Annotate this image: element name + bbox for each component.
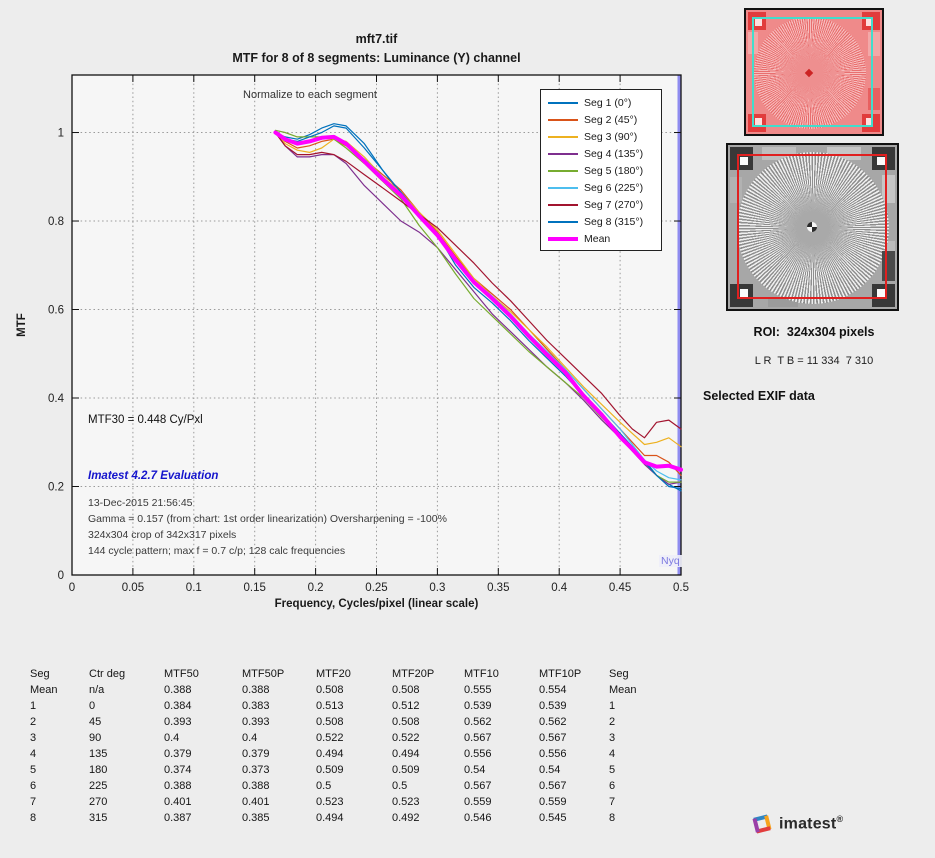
chart-title: mft7.tif: [355, 32, 398, 46]
table-cell: 225: [89, 780, 108, 792]
table-cell: 5: [609, 764, 616, 776]
table-cell: 0.401: [164, 796, 192, 808]
analysis-detail-line: 324x304 crop of 342x317 pixels: [88, 529, 237, 541]
table-cell: 4: [609, 748, 616, 760]
svg-text:0.25: 0.25: [365, 582, 388, 594]
table-cell: 0.555: [464, 684, 492, 696]
table-cell: MTF10: [464, 668, 499, 680]
table-row: [30, 794, 661, 810]
table-cell: 0.559: [464, 796, 492, 808]
legend-label: Seg 4 (135°): [584, 147, 644, 160]
legend-item: [548, 128, 661, 145]
table-row: [30, 778, 661, 794]
roi-thumbnail-red: [744, 8, 884, 136]
mtf30-annotation: MTF30 = 0.448 Cy/Pxl: [88, 414, 203, 426]
svg-text:0.6: 0.6: [48, 304, 64, 317]
table-cell: 0.4: [242, 732, 258, 744]
table-cell: 0.509: [392, 764, 420, 776]
table-cell: 0.388: [242, 780, 270, 792]
table-cell: 0.388: [242, 684, 270, 696]
table-cell: 4: [30, 748, 37, 760]
table-cell: 0.559: [539, 796, 567, 808]
table-cell: 0.5: [392, 780, 408, 792]
legend-line-swatch: [548, 221, 578, 223]
legend-label: Seg 3 (90°): [584, 130, 638, 143]
legend-label: Seg 2 (45°): [584, 113, 638, 126]
table-cell: MTF20: [316, 668, 351, 680]
svg-text:0.2: 0.2: [48, 481, 64, 494]
table-cell: 0.567: [539, 780, 567, 792]
table-cell: MTF50P: [242, 668, 285, 680]
normalize-note: Normalize to each segment: [243, 89, 377, 101]
table-cell: 8: [609, 812, 616, 824]
svg-text:0.3: 0.3: [429, 582, 446, 594]
table-cell: 0: [89, 700, 96, 712]
table-cell: 0.492: [392, 812, 420, 824]
table-cell: 0.388: [164, 684, 192, 696]
y-axis-label: MTF: [16, 313, 28, 337]
table-cell: 5: [30, 764, 37, 776]
analysis-detail-line: 144 cycle pattern; max f = 0.7 c/p; 128 calc frequencies: [88, 545, 346, 557]
svg-text:0.5: 0.5: [673, 582, 689, 594]
table-cell: 7: [609, 796, 616, 808]
table-cell: 0.522: [316, 732, 344, 744]
x-axis-label: Frequency, Cycles/pixel (linear scale): [274, 598, 479, 610]
table-cell: 0.562: [464, 716, 492, 728]
svg-text:0.05: 0.05: [121, 582, 145, 594]
svg-text:0.1: 0.1: [185, 582, 202, 594]
legend-item: [548, 111, 661, 128]
table-cell: 45: [89, 716, 102, 728]
table-cell: 270: [89, 796, 108, 808]
legend-line-swatch: [548, 170, 578, 172]
exif-data-label: Selected EXIF data: [703, 389, 815, 403]
table-header-row: [30, 666, 661, 682]
chart-legend: [540, 89, 662, 251]
legend-line-swatch: [548, 204, 578, 206]
table-cell: 0.567: [539, 732, 567, 744]
table-cell: 0.567: [464, 780, 492, 792]
table-cell: 0.508: [316, 684, 344, 696]
imatest-logo: [750, 812, 843, 836]
analysis-detail-line: Gamma = 0.157 (from chart: 1st order linearization) Oversharpening = -100%: [88, 513, 447, 525]
table-cell: 0.494: [316, 812, 344, 824]
table-row: [30, 762, 661, 778]
roi-size-label: ROI: 324x304 pixels: [753, 325, 875, 339]
table-cell: 135: [89, 748, 108, 760]
legend-line-swatch: [548, 102, 578, 104]
table-cell: 315: [89, 812, 108, 824]
table-cell: 0.556: [464, 748, 492, 760]
legend-label: Seg 7 (270°): [584, 198, 644, 211]
legend-item: [548, 94, 661, 111]
legend-item: [548, 230, 661, 247]
table-cell: 0.54: [464, 764, 486, 776]
table-cell: 0.383: [242, 700, 270, 712]
legend-line-swatch: [548, 187, 578, 189]
table-cell: 0.546: [464, 812, 492, 824]
table-cell: 0.5: [316, 780, 332, 792]
svg-text:0.45: 0.45: [608, 582, 632, 594]
table-cell: 0.554: [539, 684, 567, 696]
svg-text:0: 0: [68, 582, 76, 594]
table-cell: 6: [609, 780, 616, 792]
table-cell: 0.508: [316, 716, 344, 728]
imatest-logo-icon: [750, 812, 774, 836]
chart-subtitle: MTF for 8 of 8 segments: Luminance (Y) channel: [232, 51, 521, 65]
legend-line-swatch: [548, 237, 578, 241]
table-cell: 0.387: [164, 812, 192, 824]
table-cell: 180: [89, 764, 108, 776]
table-cell: 0.556: [539, 748, 567, 760]
table-cell: 0.54: [539, 764, 561, 776]
table-cell: 0.4: [164, 732, 180, 744]
star-center-mark: [807, 222, 817, 232]
svg-text:0: 0: [57, 570, 64, 582]
table-cell: 0.567: [464, 732, 492, 744]
mtf-results-table: [30, 666, 661, 826]
table-cell: 6: [30, 780, 37, 792]
svg-text:0.2: 0.2: [307, 582, 324, 594]
table-cell: 0.539: [464, 700, 492, 712]
table-cell: 1: [30, 700, 37, 712]
svg-text:0.15: 0.15: [243, 582, 266, 594]
legend-item: [548, 179, 661, 196]
svg-text:0.35: 0.35: [487, 582, 510, 594]
legend-line-swatch: [548, 119, 578, 121]
table-cell: 3: [609, 732, 616, 744]
table-cell: 0.494: [392, 748, 420, 760]
table-cell: Mean: [609, 684, 637, 696]
table-cell: MTF20P: [392, 668, 435, 680]
svg-text:1: 1: [57, 127, 64, 140]
table-cell: 0.512: [392, 700, 420, 712]
table-cell: MTF10P: [539, 668, 582, 680]
legend-item: [548, 196, 661, 213]
table-cell: 0.508: [392, 716, 420, 728]
table-cell: 0.379: [242, 748, 270, 760]
table-row: [30, 810, 661, 826]
table-cell: 0.385: [242, 812, 270, 824]
analysis-detail-line: 13-Dec-2015 21:56:45: [88, 497, 193, 509]
svg-text:0.4: 0.4: [48, 393, 64, 406]
table-cell: MTF50: [164, 668, 199, 680]
legend-item: [548, 162, 661, 179]
table-cell: n/a: [89, 684, 105, 696]
table-cell: 0.508: [392, 684, 420, 696]
table-cell: 3: [30, 732, 37, 744]
table-cell: 2: [609, 716, 616, 728]
legend-label: Mean: [584, 232, 611, 245]
legend-label: Seg 8 (315°): [584, 215, 644, 228]
table-cell: 8: [30, 812, 37, 824]
roi-coords-label: L R T B = 11 334 7 310: [754, 355, 874, 367]
svg-text:0.4: 0.4: [551, 582, 568, 594]
table-cell: 2: [30, 716, 37, 728]
table-cell: Ctr deg: [89, 668, 126, 680]
table-cell: 0.513: [316, 700, 344, 712]
imatest-logo-text: imatest®: [779, 814, 844, 833]
table-cell: 0.379: [164, 748, 192, 760]
imatest-version-annotation: Imatest 4.2.7 Evaluation: [88, 470, 219, 482]
table-cell: 0.539: [539, 700, 567, 712]
table-cell: 0.393: [164, 716, 192, 728]
table-row: [30, 714, 661, 730]
legend-line-swatch: [548, 136, 578, 138]
table-cell: Mean: [30, 684, 58, 696]
table-cell: 0.384: [164, 700, 192, 712]
table-cell: 0.388: [164, 780, 192, 792]
table-row: [30, 730, 661, 746]
table-row: [30, 682, 661, 698]
table-row: [30, 698, 661, 714]
table-cell: 0.393: [242, 716, 270, 728]
svg-text:0.8: 0.8: [48, 216, 64, 229]
table-cell: 0.522: [392, 732, 420, 744]
table-cell: 0.523: [392, 796, 420, 808]
chart-thumbnail-gray: [726, 143, 899, 311]
legend-item: [548, 213, 661, 230]
legend-item: [548, 145, 661, 162]
table-cell: 0.374: [164, 764, 192, 776]
table-cell: 0.509: [316, 764, 344, 776]
table-cell: 0.523: [316, 796, 344, 808]
table-row: [30, 746, 661, 762]
table-cell: 0.562: [539, 716, 567, 728]
table-cell: 0.545: [539, 812, 567, 824]
table-cell: 0.494: [316, 748, 344, 760]
legend-label: Seg 1 (0°): [584, 96, 632, 109]
legend-label: Seg 6 (225°): [584, 181, 644, 194]
table-cell: Seg: [30, 668, 50, 680]
table-cell: 90: [89, 732, 102, 744]
table-cell: 0.401: [242, 796, 270, 808]
legend-label: Seg 5 (180°): [584, 164, 644, 177]
table-cell: 1: [609, 700, 616, 712]
table-cell: 7: [30, 796, 37, 808]
table-cell: Seg: [609, 668, 629, 680]
nyquist-label: Nyq: [661, 555, 680, 567]
legend-line-swatch: [548, 153, 578, 155]
table-cell: 0.373: [242, 764, 270, 776]
